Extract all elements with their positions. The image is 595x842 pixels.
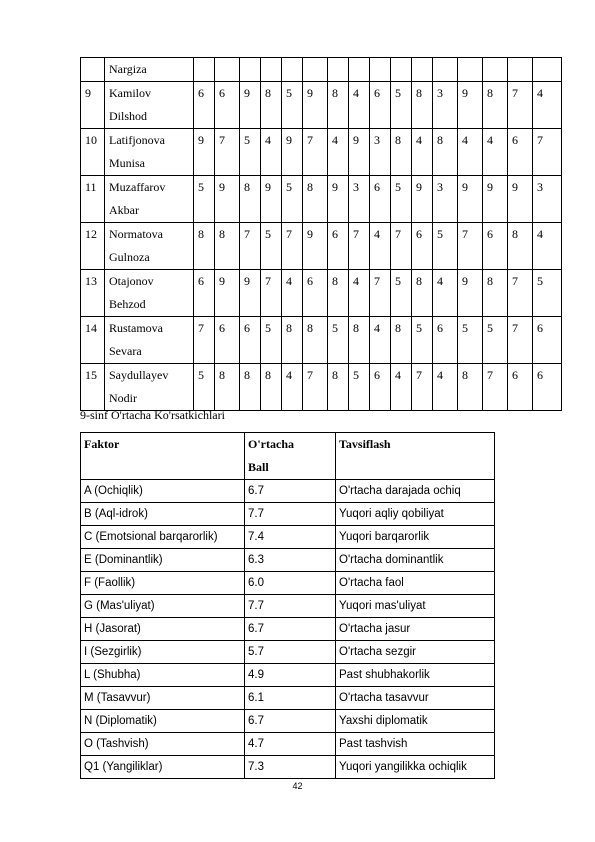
factor-name: A (Ochiqlik) — [81, 480, 245, 503]
factor-description: O'rtacha sezgir — [336, 641, 495, 664]
score-cell: 6 — [328, 223, 349, 270]
factor-average: 6.3 — [245, 549, 336, 572]
student-number: 12 — [81, 223, 105, 270]
student-name-line: Behzod — [109, 297, 146, 311]
factor-description: O'rtacha jasur — [336, 618, 495, 641]
score-cell: 7 — [458, 223, 483, 270]
score-cell: 8 — [261, 82, 282, 129]
score-cell: 9 — [508, 176, 533, 223]
page-number: 42 — [292, 781, 303, 791]
factor-description: O'rtacha dominantlik — [336, 549, 495, 572]
factor-description: Yuqori mas'uliyat — [336, 595, 495, 618]
score-cell: 6 — [194, 82, 215, 129]
score-cell: 9 — [458, 270, 483, 317]
header-description: Tavsiflash — [336, 433, 495, 480]
student-row — [81, 317, 562, 364]
factor-name: C (Emotsional barqarorlik) — [81, 526, 245, 549]
score-cell: 7 — [508, 82, 533, 129]
student-row — [81, 82, 562, 129]
score-cell: 5 — [194, 176, 215, 223]
score-cell: 8 — [508, 223, 533, 270]
score-cell — [533, 58, 562, 82]
score-cell: 7 — [349, 223, 370, 270]
score-cell: 6 — [508, 364, 533, 411]
score-cell — [303, 58, 328, 82]
factor-row — [81, 687, 495, 710]
score-cell: 6 — [370, 364, 391, 411]
factor-average: 5.7 — [245, 641, 336, 664]
factor-average: 4.9 — [245, 664, 336, 687]
score-cell: 4 — [458, 129, 483, 176]
score-cell: 5 — [391, 82, 412, 129]
score-cell: 8 — [391, 317, 412, 364]
factor-name: M (Tasavvur) — [81, 687, 245, 710]
student-name-line: Kamilov — [109, 86, 151, 100]
student-name — [105, 317, 194, 364]
score-cell: 6 — [240, 317, 261, 364]
factor-average: 6.0 — [245, 572, 336, 595]
header-average-ball-line1: O'rtacha — [248, 437, 294, 451]
score-cell: 6 — [433, 317, 458, 364]
score-cell: 8 — [328, 270, 349, 317]
score-cell: 4 — [282, 364, 303, 411]
score-cell — [215, 58, 240, 82]
factor-average: 6.7 — [245, 480, 336, 503]
score-cell: 6 — [483, 223, 508, 270]
score-cell: 8 — [412, 82, 433, 129]
score-cell: 5 — [533, 270, 562, 317]
score-cell: 8 — [282, 317, 303, 364]
score-cell: 8 — [303, 317, 328, 364]
score-cell: 7 — [215, 129, 240, 176]
score-cell: 8 — [328, 364, 349, 411]
factor-description: Yaxshi diplomatik — [336, 710, 495, 733]
student-name-line: Latifjonova — [109, 133, 165, 147]
header-average-ball-line2: Ball — [248, 460, 269, 474]
score-cell: 9 — [458, 176, 483, 223]
student-name-line: Nodir — [109, 391, 137, 405]
score-cell: 8 — [412, 270, 433, 317]
score-cell: 4 — [433, 364, 458, 411]
score-cell: 6 — [303, 270, 328, 317]
score-cell: 7 — [533, 129, 562, 176]
factor-row — [81, 572, 495, 595]
score-cell — [370, 58, 391, 82]
score-cell: 5 — [261, 317, 282, 364]
student-row — [81, 58, 562, 82]
factor-description: Past shubhakorlik — [336, 664, 495, 687]
score-cell: 6 — [533, 317, 562, 364]
score-cell — [508, 58, 533, 82]
score-cell: 8 — [303, 176, 328, 223]
factor-name: L (Shubha) — [81, 664, 245, 687]
score-cell: 7 — [412, 364, 433, 411]
score-cell: 7 — [508, 270, 533, 317]
score-cell: 4 — [370, 317, 391, 364]
factor-description: Yuqori yangilikka ochiqlik — [336, 756, 495, 779]
score-cell: 7 — [303, 129, 328, 176]
score-cell: 9 — [240, 270, 261, 317]
student-row — [81, 270, 562, 317]
student-name-line: Dilshod — [109, 109, 148, 123]
score-cell: 5 — [194, 364, 215, 411]
score-cell: 8 — [240, 364, 261, 411]
score-cell: 6 — [215, 82, 240, 129]
score-cell: 4 — [412, 129, 433, 176]
factor-row — [81, 710, 495, 733]
factor-average: 7.4 — [245, 526, 336, 549]
student-name — [105, 58, 194, 82]
score-cell: 8 — [391, 129, 412, 176]
score-cell: 5 — [282, 176, 303, 223]
student-name — [105, 223, 194, 270]
score-cell — [391, 58, 412, 82]
factor-average: 7.7 — [245, 595, 336, 618]
factor-row — [81, 480, 495, 503]
student-name-line: Normatova — [109, 227, 163, 241]
student-number: 15 — [81, 364, 105, 411]
score-cell: 9 — [240, 82, 261, 129]
student-row — [81, 129, 562, 176]
score-cell — [282, 58, 303, 82]
factor-average: 6.1 — [245, 687, 336, 710]
score-cell: 8 — [328, 82, 349, 129]
score-cell: 3 — [533, 176, 562, 223]
score-cell: 5 — [349, 364, 370, 411]
student-row — [81, 364, 562, 411]
score-cell: 5 — [391, 176, 412, 223]
student-name-line: Nargiza — [109, 62, 147, 76]
factor-row — [81, 641, 495, 664]
score-cell: 5 — [328, 317, 349, 364]
score-cell: 8 — [483, 270, 508, 317]
score-cell: 7 — [194, 317, 215, 364]
factor-average: 4.7 — [245, 733, 336, 756]
score-cell: 7 — [282, 223, 303, 270]
score-cell: 8 — [215, 364, 240, 411]
score-cell — [412, 58, 433, 82]
student-number: 11 — [81, 176, 105, 223]
score-cell: 3 — [349, 176, 370, 223]
score-cell: 9 — [349, 129, 370, 176]
score-cell — [349, 58, 370, 82]
score-cell: 9 — [215, 270, 240, 317]
factor-name: Q1 (Yangiliklar) — [81, 756, 245, 779]
score-cell — [261, 58, 282, 82]
student-name-line: Saydullayev — [109, 368, 169, 382]
factor-averages-table — [80, 432, 495, 779]
score-cell: 5 — [483, 317, 508, 364]
factor-average: 6.7 — [245, 618, 336, 641]
score-cell — [458, 58, 483, 82]
factor-name: E (Dominantlik) — [81, 549, 245, 572]
score-cell: 4 — [349, 270, 370, 317]
factor-name: H (Jasorat) — [81, 618, 245, 641]
factor-name: G (Mas'uliyat) — [81, 595, 245, 618]
factor-row — [81, 549, 495, 572]
score-cell: 6 — [370, 176, 391, 223]
factor-row — [81, 503, 495, 526]
student-name-line: Sevara — [109, 344, 142, 358]
score-cell — [328, 58, 349, 82]
score-cell: 9 — [261, 176, 282, 223]
score-cell: 9 — [412, 176, 433, 223]
factor-average: 6.7 — [245, 710, 336, 733]
score-cell: 4 — [370, 223, 391, 270]
score-cell: 4 — [349, 82, 370, 129]
score-cell: 5 — [261, 223, 282, 270]
score-cell — [194, 58, 215, 82]
score-cell: 8 — [349, 317, 370, 364]
score-cell: 8 — [215, 223, 240, 270]
student-number — [81, 58, 105, 82]
score-cell: 9 — [303, 82, 328, 129]
score-cell: 8 — [240, 176, 261, 223]
score-cell: 9 — [458, 82, 483, 129]
factor-row — [81, 733, 495, 756]
student-scores-table — [80, 57, 562, 411]
score-cell: 7 — [483, 364, 508, 411]
score-cell: 8 — [261, 364, 282, 411]
score-cell: 5 — [458, 317, 483, 364]
factor-description: Past tashvish — [336, 733, 495, 756]
student-number: 10 — [81, 129, 105, 176]
score-cell: 7 — [240, 223, 261, 270]
score-cell: 3 — [433, 176, 458, 223]
score-cell: 9 — [282, 129, 303, 176]
score-cell: 3 — [370, 129, 391, 176]
factor-average: 7.7 — [245, 503, 336, 526]
factor-name: O (Tashvish) — [81, 733, 245, 756]
score-cell: 8 — [194, 223, 215, 270]
score-cell: 7 — [303, 364, 328, 411]
factor-description: Yuqori aqliy qobiliyat — [336, 503, 495, 526]
student-name-line: Muzaffarov — [109, 180, 166, 194]
student-number: 13 — [81, 270, 105, 317]
factor-name: F (Faollik) — [81, 572, 245, 595]
score-cell: 5 — [240, 129, 261, 176]
score-cell: 5 — [433, 223, 458, 270]
factor-description: O'rtacha tasavvur — [336, 687, 495, 710]
score-cell: 5 — [412, 317, 433, 364]
score-cell: 6 — [412, 223, 433, 270]
score-cell: 8 — [483, 82, 508, 129]
score-cell: 9 — [328, 176, 349, 223]
score-cell: 6 — [370, 82, 391, 129]
student-number: 9 — [81, 82, 105, 129]
factor-row — [81, 618, 495, 641]
score-cell: 4 — [391, 364, 412, 411]
score-cell: 9 — [215, 176, 240, 223]
factor-name: N (Diplomatik) — [81, 710, 245, 733]
score-cell: 7 — [508, 317, 533, 364]
score-cell: 8 — [458, 364, 483, 411]
factor-description: O'rtacha darajada ochiq — [336, 480, 495, 503]
student-row — [81, 176, 562, 223]
score-cell: 9 — [483, 176, 508, 223]
score-cell: 9 — [194, 129, 215, 176]
student-name-line: Akbar — [109, 203, 139, 217]
score-cell: 5 — [282, 82, 303, 129]
factor-row — [81, 526, 495, 549]
score-cell: 5 — [391, 270, 412, 317]
score-cell: 3 — [433, 82, 458, 129]
student-row — [81, 223, 562, 270]
score-cell: 4 — [328, 129, 349, 176]
factor-description: Yuqori barqarorlik — [336, 526, 495, 549]
factor-average: 7.3 — [245, 756, 336, 779]
score-cell: 9 — [303, 223, 328, 270]
factor-row — [81, 595, 495, 618]
factor-name: B (Aql-idrok) — [81, 503, 245, 526]
student-name-line: Gulnoza — [109, 250, 150, 264]
factor-table-header — [81, 433, 495, 480]
student-name-line: Rustamova — [109, 321, 163, 335]
student-name — [105, 364, 194, 411]
student-name-line: Munisa — [109, 156, 145, 170]
score-cell: 6 — [215, 317, 240, 364]
score-cell: 4 — [261, 129, 282, 176]
score-cell: 8 — [433, 129, 458, 176]
student-name — [105, 129, 194, 176]
student-name — [105, 270, 194, 317]
score-cell — [483, 58, 508, 82]
score-cell: 6 — [508, 129, 533, 176]
student-number: 14 — [81, 317, 105, 364]
score-cell: 4 — [533, 223, 562, 270]
score-cell: 4 — [282, 270, 303, 317]
factor-row — [81, 664, 495, 687]
header-average-ball — [245, 433, 336, 480]
student-name — [105, 176, 194, 223]
score-cell — [433, 58, 458, 82]
student-name-line: Otajonov — [109, 274, 154, 288]
header-factor: Faktor — [81, 433, 245, 480]
score-cell: 6 — [194, 270, 215, 317]
score-cell: 4 — [483, 129, 508, 176]
factor-row — [81, 756, 495, 779]
score-cell: 4 — [533, 82, 562, 129]
score-cell: 6 — [533, 364, 562, 411]
score-cell: 7 — [261, 270, 282, 317]
score-cell: 7 — [370, 270, 391, 317]
score-cell: 7 — [391, 223, 412, 270]
score-cell — [240, 58, 261, 82]
score-cell: 4 — [433, 270, 458, 317]
factor-description: O'rtacha faol — [336, 572, 495, 595]
student-name — [105, 82, 194, 129]
factor-name: I (Sezgirlik) — [81, 641, 245, 664]
table-caption: 9-sinf O'rtacha Ko'rsatkichlari — [80, 408, 225, 422]
